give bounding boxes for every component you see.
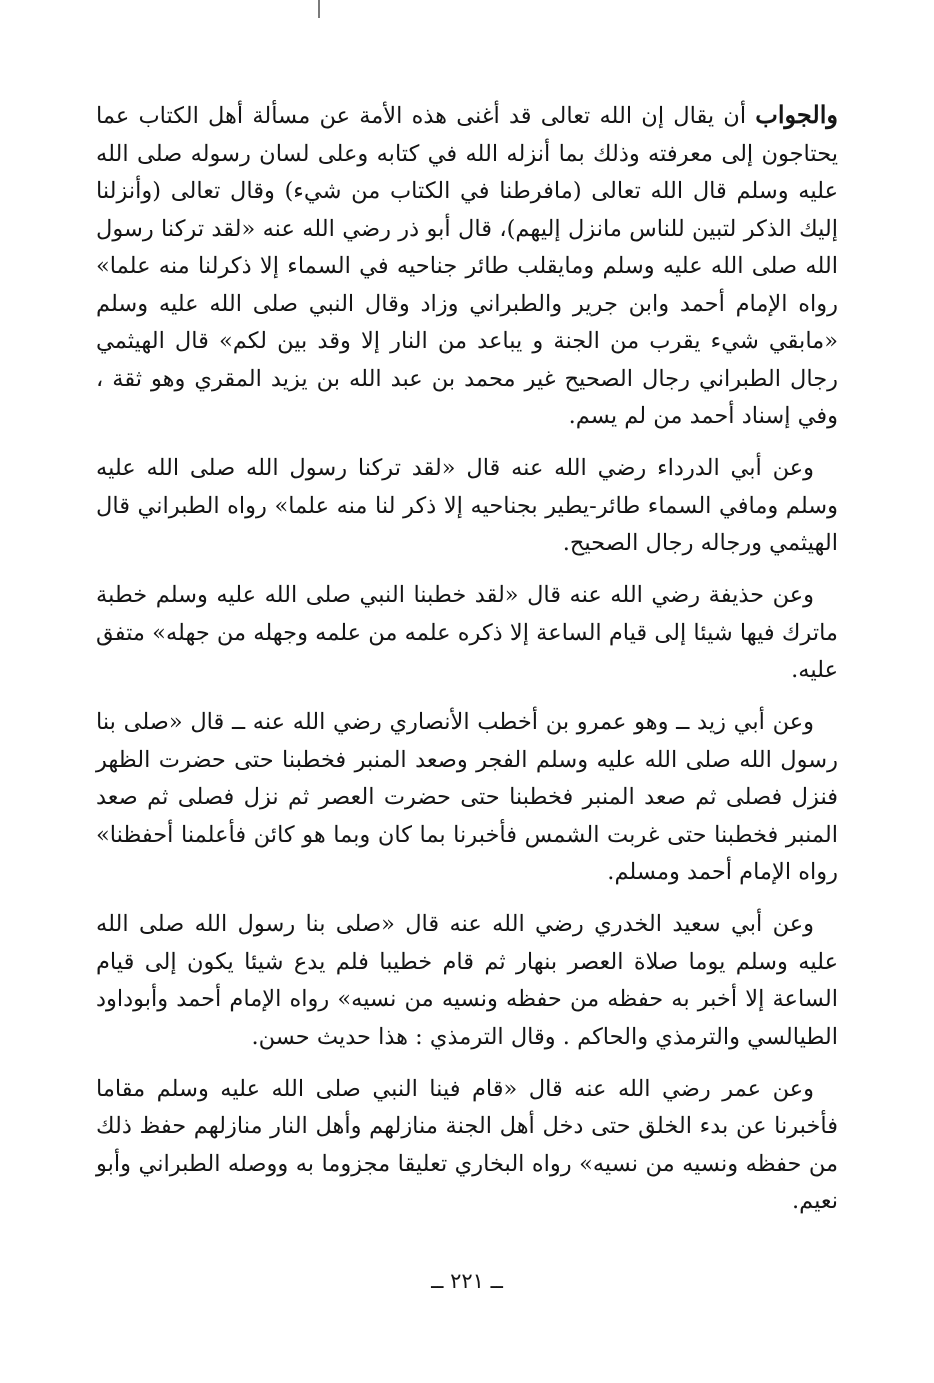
lead-word: والجواب xyxy=(755,100,838,129)
scan-crease-mark xyxy=(318,0,320,18)
page-number: ــ ٢٢١ ــ xyxy=(431,1269,503,1293)
paragraph-umar: وعن عمر رضي الله عنه قال «قام فينا النبي صلى الله عليه وسلم مقاما فأخبرنا عن بدء الخلق حتى دخل أهل الجنة منازلهم وأهل النار منازلهم حفظ ذلك من حفظه ونسيه من نسيه» رواه البخاري تعليقا مجزوما به ووصله الطبراني وأبو نعيم. xyxy=(96,1075,838,1214)
body-text xyxy=(96,96,838,1235)
paragraph-text: أن يقال إن الله تعالى قد أغنى هذه الأمة عن مسألة أهل الكتاب عما يحتاجون إلى معرفته وذلك بما أنزله الله في كتابه وعلى لسان رسوله صلى الله عليه وسلم قال الله تعالى (مافرطنا في الكتاب من شيء) وقال تعالى (وأنزلنا إليك الذكر لتبين للناس مانزل إليهم)، قال أبو ذر رضي الله عنه «لقد تركنا رسول الله صلى الله عليه وسلم ومايقلب طائر جناحيه في السماء إلا ذكرلنا منه علما» رواه الإمام أحمد وابن جرير والطبراني وزاد وقال النبي صلى الله عليه وسلم «مابقي شيء يقرب من الجنة و يباعد من النار إلا وقد بين لكم» قال الهيثمي رجال الطبراني رجال الصحيح غير محمد بن عبد الله بن يزيد المقري وهو ثقة ، وفي إسناد أحمد من لم يسم. xyxy=(96,103,838,429)
paragraph-answer xyxy=(96,96,838,436)
paragraph-abu-darda: وعن أبي الدرداء رضي الله عنه قال «لقد تركنا رسول الله صلى الله عليه وسلم ومافي السماء طائر-يطير بجناحيه إلا ذكر لنا منه علما» رواه الطبراني قال الهيثمي ورجاله رجال الصحيح. xyxy=(96,455,838,556)
paragraph-abu-said: وعن أبي سعيد الخدري رضي الله عنه قال «صلى بنا رسول الله صلى الله عليه وسلم يوما صلاة العصر بنهار ثم قام خطيبا فلم يدع شيئا يكون إلى قيام الساعة إلا أخبر به حفظه من حفظه ونسيه من نسيه» رواه الإمام أحمد وأبوداود الطيالسي والترمذي والحاكم . وقال الترمذي : هذا حديث حسن. xyxy=(96,911,838,1050)
paragraph-hudhayfa: وعن حذيفة رضي الله عنه قال «لقد خطبنا النبي صلى الله عليه وسلم خطبة ماترك فيها شيئا إلى قيام الساعة إلا ذكره علمه من علمه وجهله من جهله» متفق عليه. xyxy=(96,582,838,683)
paragraph-abu-zayd: وعن أبي زيد ــ وهو عمرو بن أخطب الأنصاري رضي الله عنه ــ قال «صلى بنا رسول الله صلى الله عليه وسلم الفجر وصعد المنبر فخطبنا حتى حضرت الظهر فنزل فصلى ثم صعد المنبر فخطبنا حتى حضرت العصر ثم نزل فصلى ثم صعد المنبر فخطبنا حتى غربت الشمس فأخبرنا بما كان وبما هو كائن فأعلمنا أحفظنا» رواه الإمام أحمد ومسلم. xyxy=(96,709,838,885)
